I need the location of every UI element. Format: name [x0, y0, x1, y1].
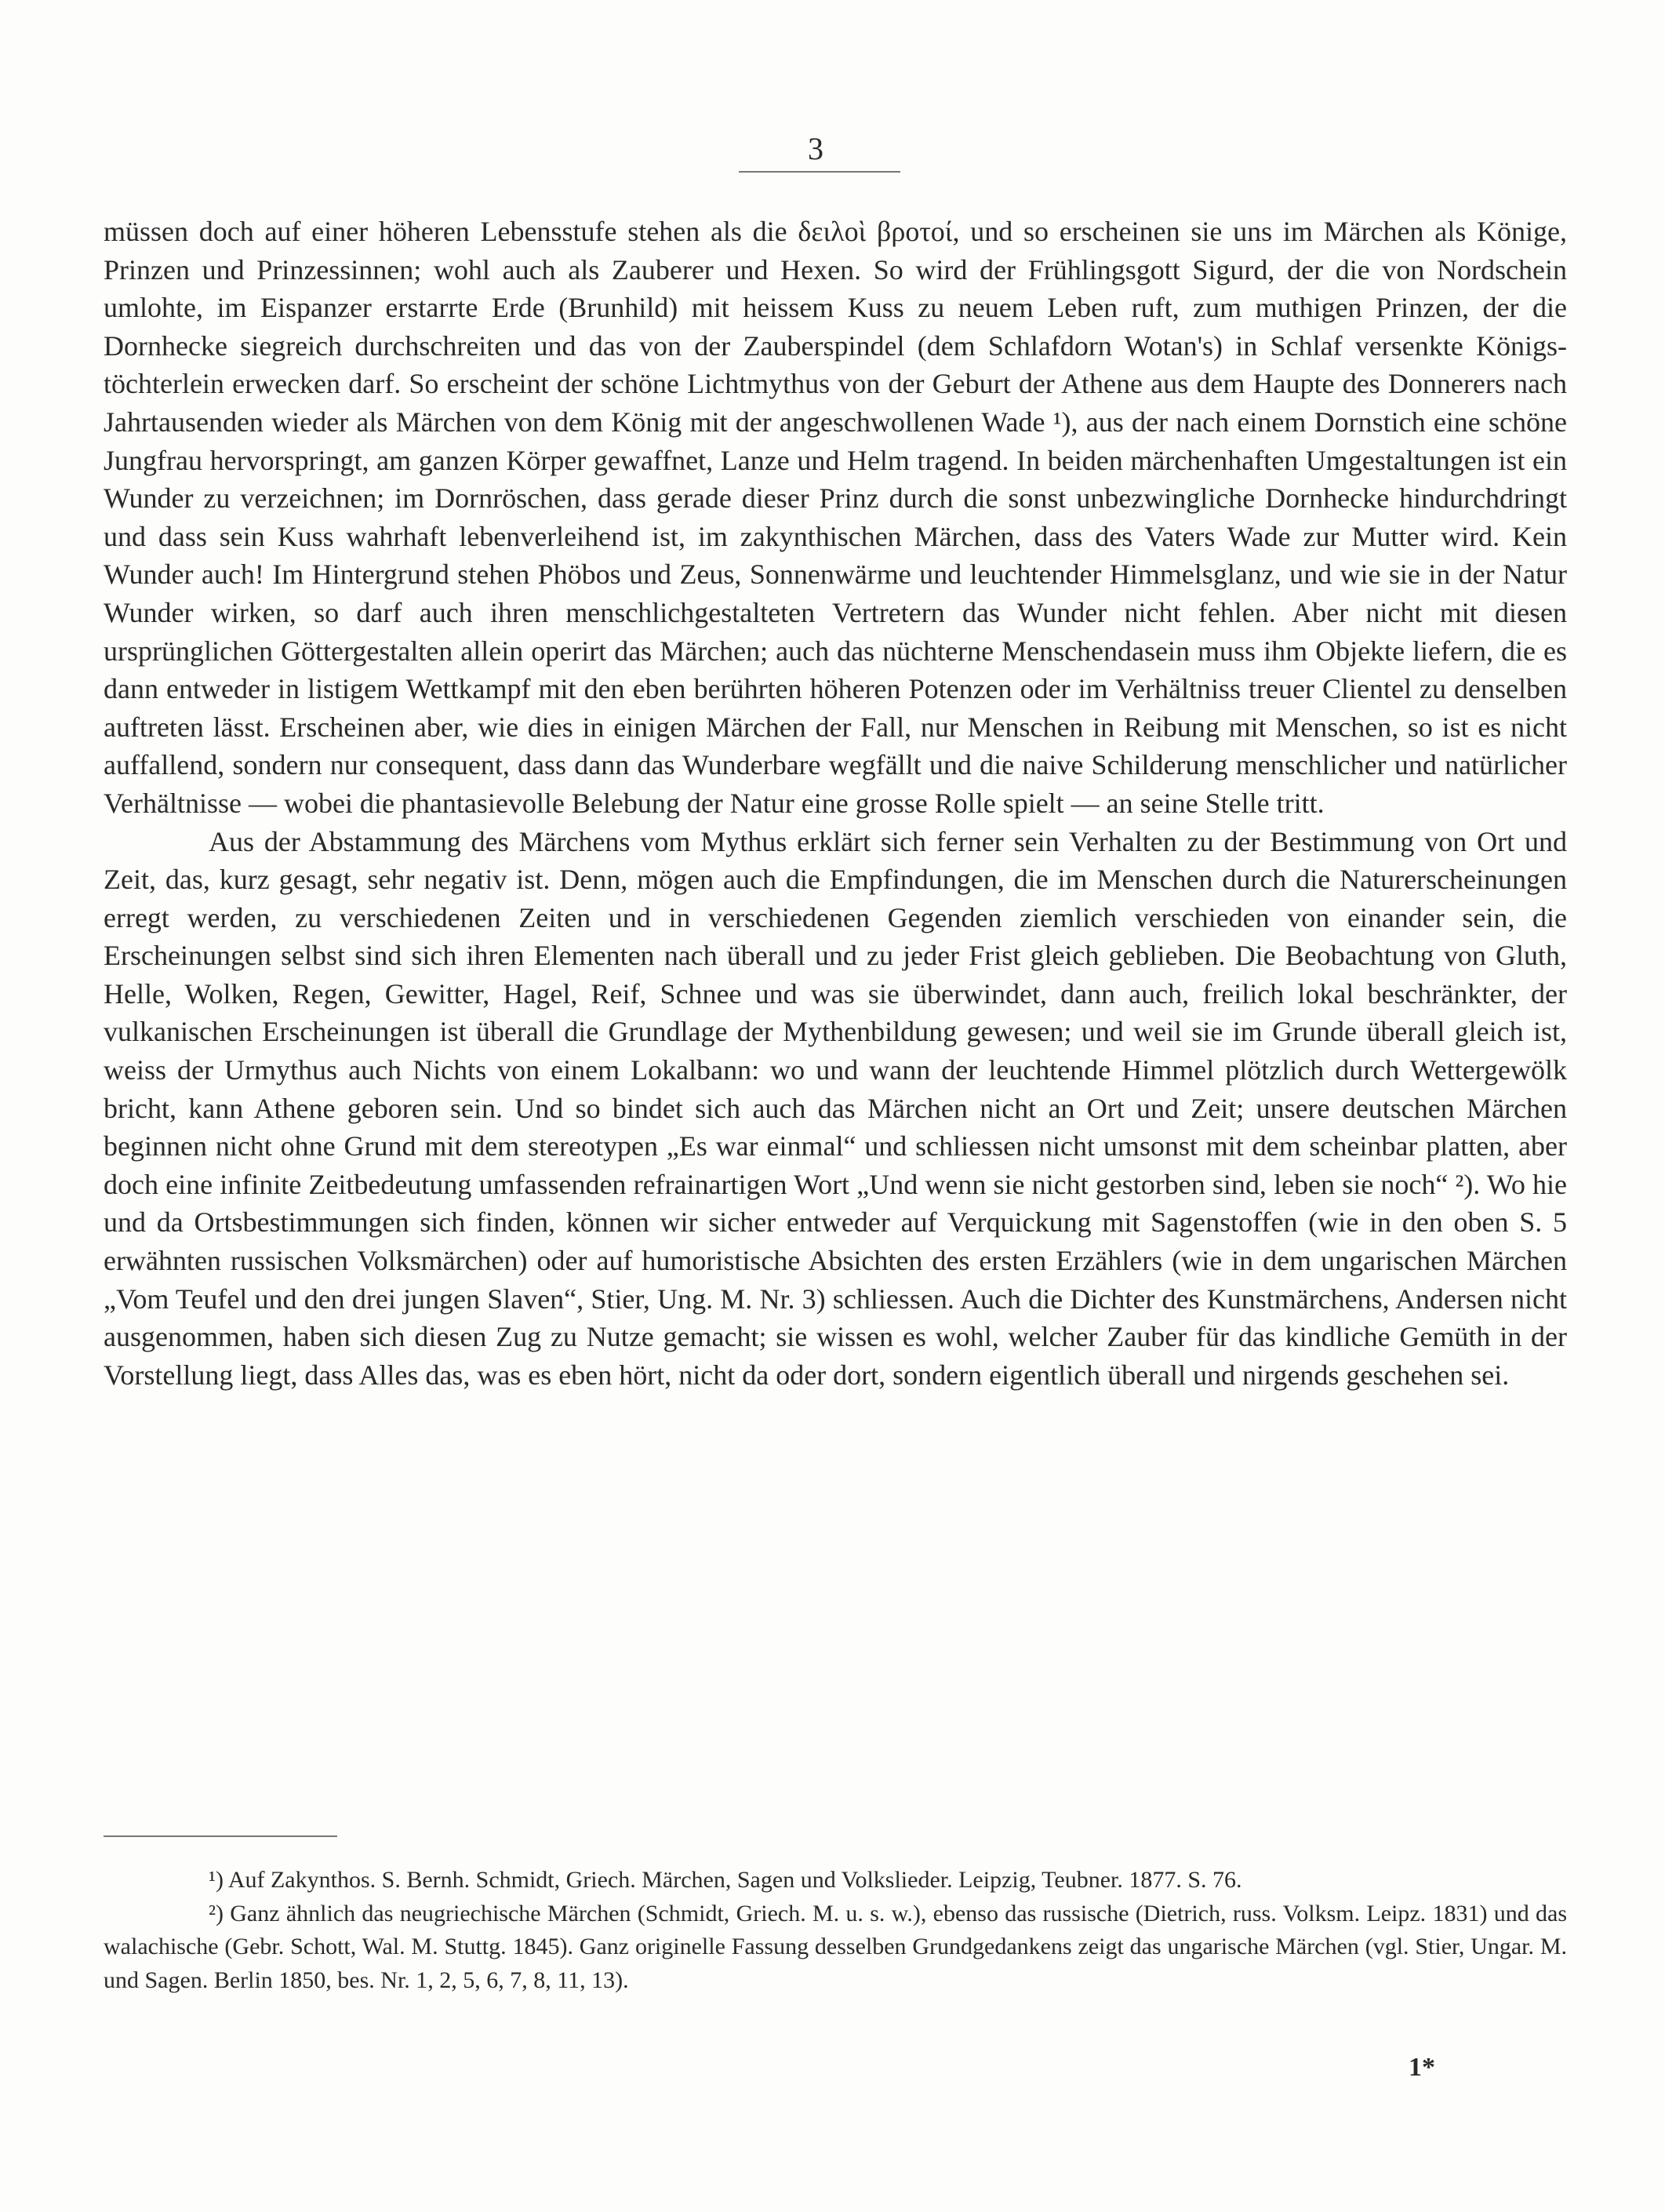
signature-mark: 1*	[1409, 2053, 1435, 2082]
footnotes	[104, 1864, 1567, 1997]
main-text	[104, 213, 1567, 1394]
page-number: 3	[808, 131, 823, 166]
paragraph-1: müssen doch auf einer höheren Lebensstufe stehen als die δειλοὶ βροτοί, und so erscheinen sie uns im Märchen als Könige, Prinzen und Prinzessinnen; wohl auch als Zauberer und Hexen. So wird der Frühlingsgott Sigurd, der die von Nordschein umlohte, im Eispanzer erstarrte Erde (Brunhild) mit heissem Kuss zu neuem Leben ruft, zum muthigen Prinzen, der die Dornhecke siegreich durchschreiten und das von der Zauberspindel (dem Schlafdorn Wotan's) in Schlaf versenkte Königstöchterlein erwecken darf. So erscheint der schöne Lichtmythus von der Geburt der Athene aus dem Haupte des Donnerers nach Jahrtausenden wieder als Märchen von dem König mit der angeschwollenen Wade ¹), aus der nach einem Dornstich eine schöne Jungfrau hervorspringt, am ganzen Körper gewaffnet, Lanze und Helm tragend. In beiden märchenhaften Umgestaltungen ist ein Wunder zu verzeichnen; im Dornröschen, dass gerade dieser Prinz durch die sonst unbezwingliche Dornhecke hindurchdringt und dass sein Kuss wahrhaft lebenverleihend ist, im zakynthischen Märchen, dass des Vaters Wade zur Mutter wird. Kein Wunder auch! Im Hintergrund stehen Phöbos und Zeus, Sonnenwärme und leuchtender Himmelsglanz, und wie sie in der Natur Wunder wirken, so darf auch ihren menschlichgestalteten Vertretern das Wunder nicht fehlen. Aber nicht mit diesen ursprünglichen Göttergestalten allein operirt das Märchen; auch das nüchterne Menschendasein muss ihm Objekte liefern, die es dann entweder in listigem Wettkampf mit den eben berührten höheren Potenzen oder im Verhältniss treuer Clientel zu denselben auftreten lässt. Erscheinen aber, wie dies in einigen Märchen der Fall, nur Menschen in Reibung mit Menschen, so ist es nicht auffallend, sondern nur consequent, dass dann das Wunderbare wegfällt und die naive Schilderung menschlicher und natürlicher Verhältnisse — wobei die phantasievolle Belebung der Natur eine grosse Rolle spielt — an seine Stelle tritt.	[104, 216, 1567, 819]
footnote-1: ¹) Auf Zakynthos. S. Bernh. Schmidt, Griech. Märchen, Sagen und Volkslieder. Leipzig, Teubner. 1877. S. 76.	[209, 1867, 1242, 1893]
footnote-2: ²) Ganz ähnlich das neugriechische Märchen (Schmidt, Griech. M. u. s. w.), ebenso das russische (Dietrich, russ. Volksm. Leipz. 1831) und das walachische (Gebr. Schott, Wal. M. Stuttg. 1845). Ganz originelle Fassung desselben Grundgedankens zeigt das ungarische Märchen (vgl. Stier, Ungar. M. und Sagen. Berlin 1850, bes. Nr. 1, 2, 5, 6, 7, 8, 11, 13).	[104, 1900, 1567, 1993]
paragraph-2: Aus der Abstammung des Märchens vom Mythus erklärt sich ferner sein Verhalten zu der Bestimmung von Ort und Zeit, das, kurz gesagt, sehr negativ ist. Denn, mögen auch die Empfindungen, die im Menschen durch die Naturerscheinungen erregt werden, zu verschiedenen Zeiten und in verschiedenen Gegenden ziemlich verschieden von einander sein, die Erscheinungen selbst sind sich ihren Elementen nach überall und zu jeder Frist gleich geblieben. Die Beobachtung von Gluth, Helle, Wolken, Regen, Gewitter, Hagel, Reif, Schnee und was sie überwindet, dann auch, freilich lokal beschränkter, der vulkanischen Erscheinungen ist überall die Grundlage der Mythenbildung gewesen; und weil sie im Grunde überall gleich ist, weiss der Urmythus auch Nichts von einem Lokalbann: wo und wann der leuchtende Himmel plötzlich durch Wettergewölk bricht, kann Athene geboren sein. Und so bindet sich auch das Märchen nicht an Ort und Zeit; unsere deutschen Märchen beginnen nicht ohne Grund mit dem stereotypen „Es war einmal“ und schliessen nicht umsonst mit dem scheinbar platten, aber doch eine infinite Zeitbedeutung umfassenden refrainartigen Wort „Und wenn sie nicht gestorben sind, leben sie noch“ ²). Wo hie und da Ortsbestimmungen sich finden, können wir sicher entweder auf Verquickung mit Sagenstoffen (wie in den oben S. 5 erwähnten russischen Volksmärchen) oder auf humoristische Absichten des ersten Erzählers (wie in dem ungarischen Märchen „Vom Teufel und den drei jungen Slaven“, Stier, Ung. M. Nr. 3) schliessen. Auch die Dichter des Kunstmärchens, Andersen nicht ausgenommen, haben sich diesen Zug zu Nutze gemacht; sie wissen es wohl, welcher Zauber für das kindliche Gemüth in der Vorstellung liegt, dass Alles das, was es eben hört, nicht da oder dort, sondern eigentlich überall und nirgends geschehen sei.	[104, 825, 1567, 1391]
page-number-rule	[739, 171, 900, 173]
footnote-separator	[104, 1835, 337, 1837]
